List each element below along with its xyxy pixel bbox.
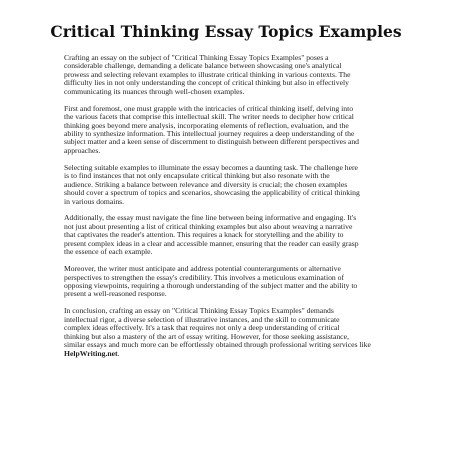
- paragraph-4: [64, 214, 422, 256]
- paragraph-line: audience. Striking a balance between relevance and diversity is crucial; the chosen examples: [64, 179, 348, 189]
- document-body: [64, 54, 422, 366]
- paragraph-3: [64, 164, 422, 206]
- paragraph-line: ability to synthesize information. This intellectual journey requires a deep understanding of the: [64, 129, 355, 139]
- paragraph-line: not just about presenting a list of critical thinking examples but also about weaving a narrative: [64, 221, 353, 231]
- paragraph-1: [64, 54, 422, 96]
- paragraph-line: prowess and selecting relevant examples to illustrate critical thinking in various contexts. The: [64, 69, 351, 79]
- paragraph-line: subject matter and a keen sense of discernment to distinguish between different perspectives and: [64, 137, 359, 147]
- paragraph-line: present a well-reasoned response.: [64, 289, 167, 299]
- paragraph-line: approaches.: [64, 145, 101, 155]
- paragraph-line: similar essays and much more can be effortlessly obtained through professional writing services like: [64, 340, 371, 350]
- paragraph-last-line: [64, 350, 422, 358]
- paragraph-line: the essence of each example.: [64, 247, 153, 257]
- paragraph-line: Crafting an essay on the subject of "Critical Thinking Essay Topics Examples" poses a: [64, 53, 329, 62]
- page-title: Critical Thinking Essay Topics Examples: [50, 22, 402, 41]
- paragraph-line: Selecting suitable examples to illuminate the essay becomes a daunting task. The challenge here: [64, 162, 358, 172]
- paragraph-line: should cover a spectrum of topics and scenarios, showcasing the applicability of critical thinking: [64, 188, 360, 198]
- paragraph-line: First and foremost, one must grapple with the intricacies of critical thinking itself, delving into: [64, 103, 354, 113]
- paragraph-line: considerable challenge, demanding a delicate balance between showcasing one's analytical: [64, 61, 342, 71]
- paragraph-line: Moreover, the writer must anticipate and address potential counterarguments or alternative: [64, 264, 341, 274]
- paragraph-line: in various domains.: [64, 196, 125, 206]
- paragraph-line: intellectual rigor, a diverse selection of illustrative instances, and the skill to communicate: [64, 314, 340, 324]
- paragraph-2: [64, 105, 422, 156]
- paragraph-line: In conclusion, crafting an essay on "Critical Thinking Essay Topics Examples" demands: [64, 306, 334, 316]
- paragraph-line: perspectives to strengthen the essay's credibility. This involves a meticulous examination of: [64, 272, 344, 282]
- paragraph-line: present complex ideas in a clear and accessible manner, ensuring that the reader can easily grasp: [64, 238, 359, 248]
- paragraph-line: the various facets that comprise this intellectual skill. The writer needs to decipher how critical: [64, 112, 354, 122]
- helpwriting-link[interactable]: HelpWriting.net: [64, 348, 118, 358]
- paragraph-5: [64, 265, 422, 299]
- paragraph-line: thinking goes beyond mere analysis, incorporating elements of reflection, evaluation, and the: [64, 120, 349, 130]
- paragraph-line: difficulty lies in not only understanding the concept of critical thinking but also in effectively: [64, 78, 349, 88]
- paragraph-line: that captivates the reader's attention. This requires a knack for storytelling and the ability to: [64, 230, 344, 240]
- final-period: .: [117, 348, 120, 358]
- paragraph-line: opposing viewpoints, requiring a thorough understanding of the subject matter and the ability to: [64, 280, 358, 290]
- paragraph-line: communicating its nuances through well-chosen examples.: [64, 86, 245, 96]
- paragraph-line: Additionally, the essay must navigate the fine line between being informative and engaging. It's: [64, 213, 357, 223]
- paragraph-line: thinking but also a mastery of the art of essay writing. However, for those seeking assistance,: [64, 331, 349, 341]
- paragraph-line: complex ideas effectively. It's a task that requires not only a deep understanding of critical: [64, 323, 340, 333]
- paragraph-6: [64, 307, 422, 358]
- paragraph-line: is to find instances that not only encapsulate critical thinking but also resonate with the: [64, 171, 330, 181]
